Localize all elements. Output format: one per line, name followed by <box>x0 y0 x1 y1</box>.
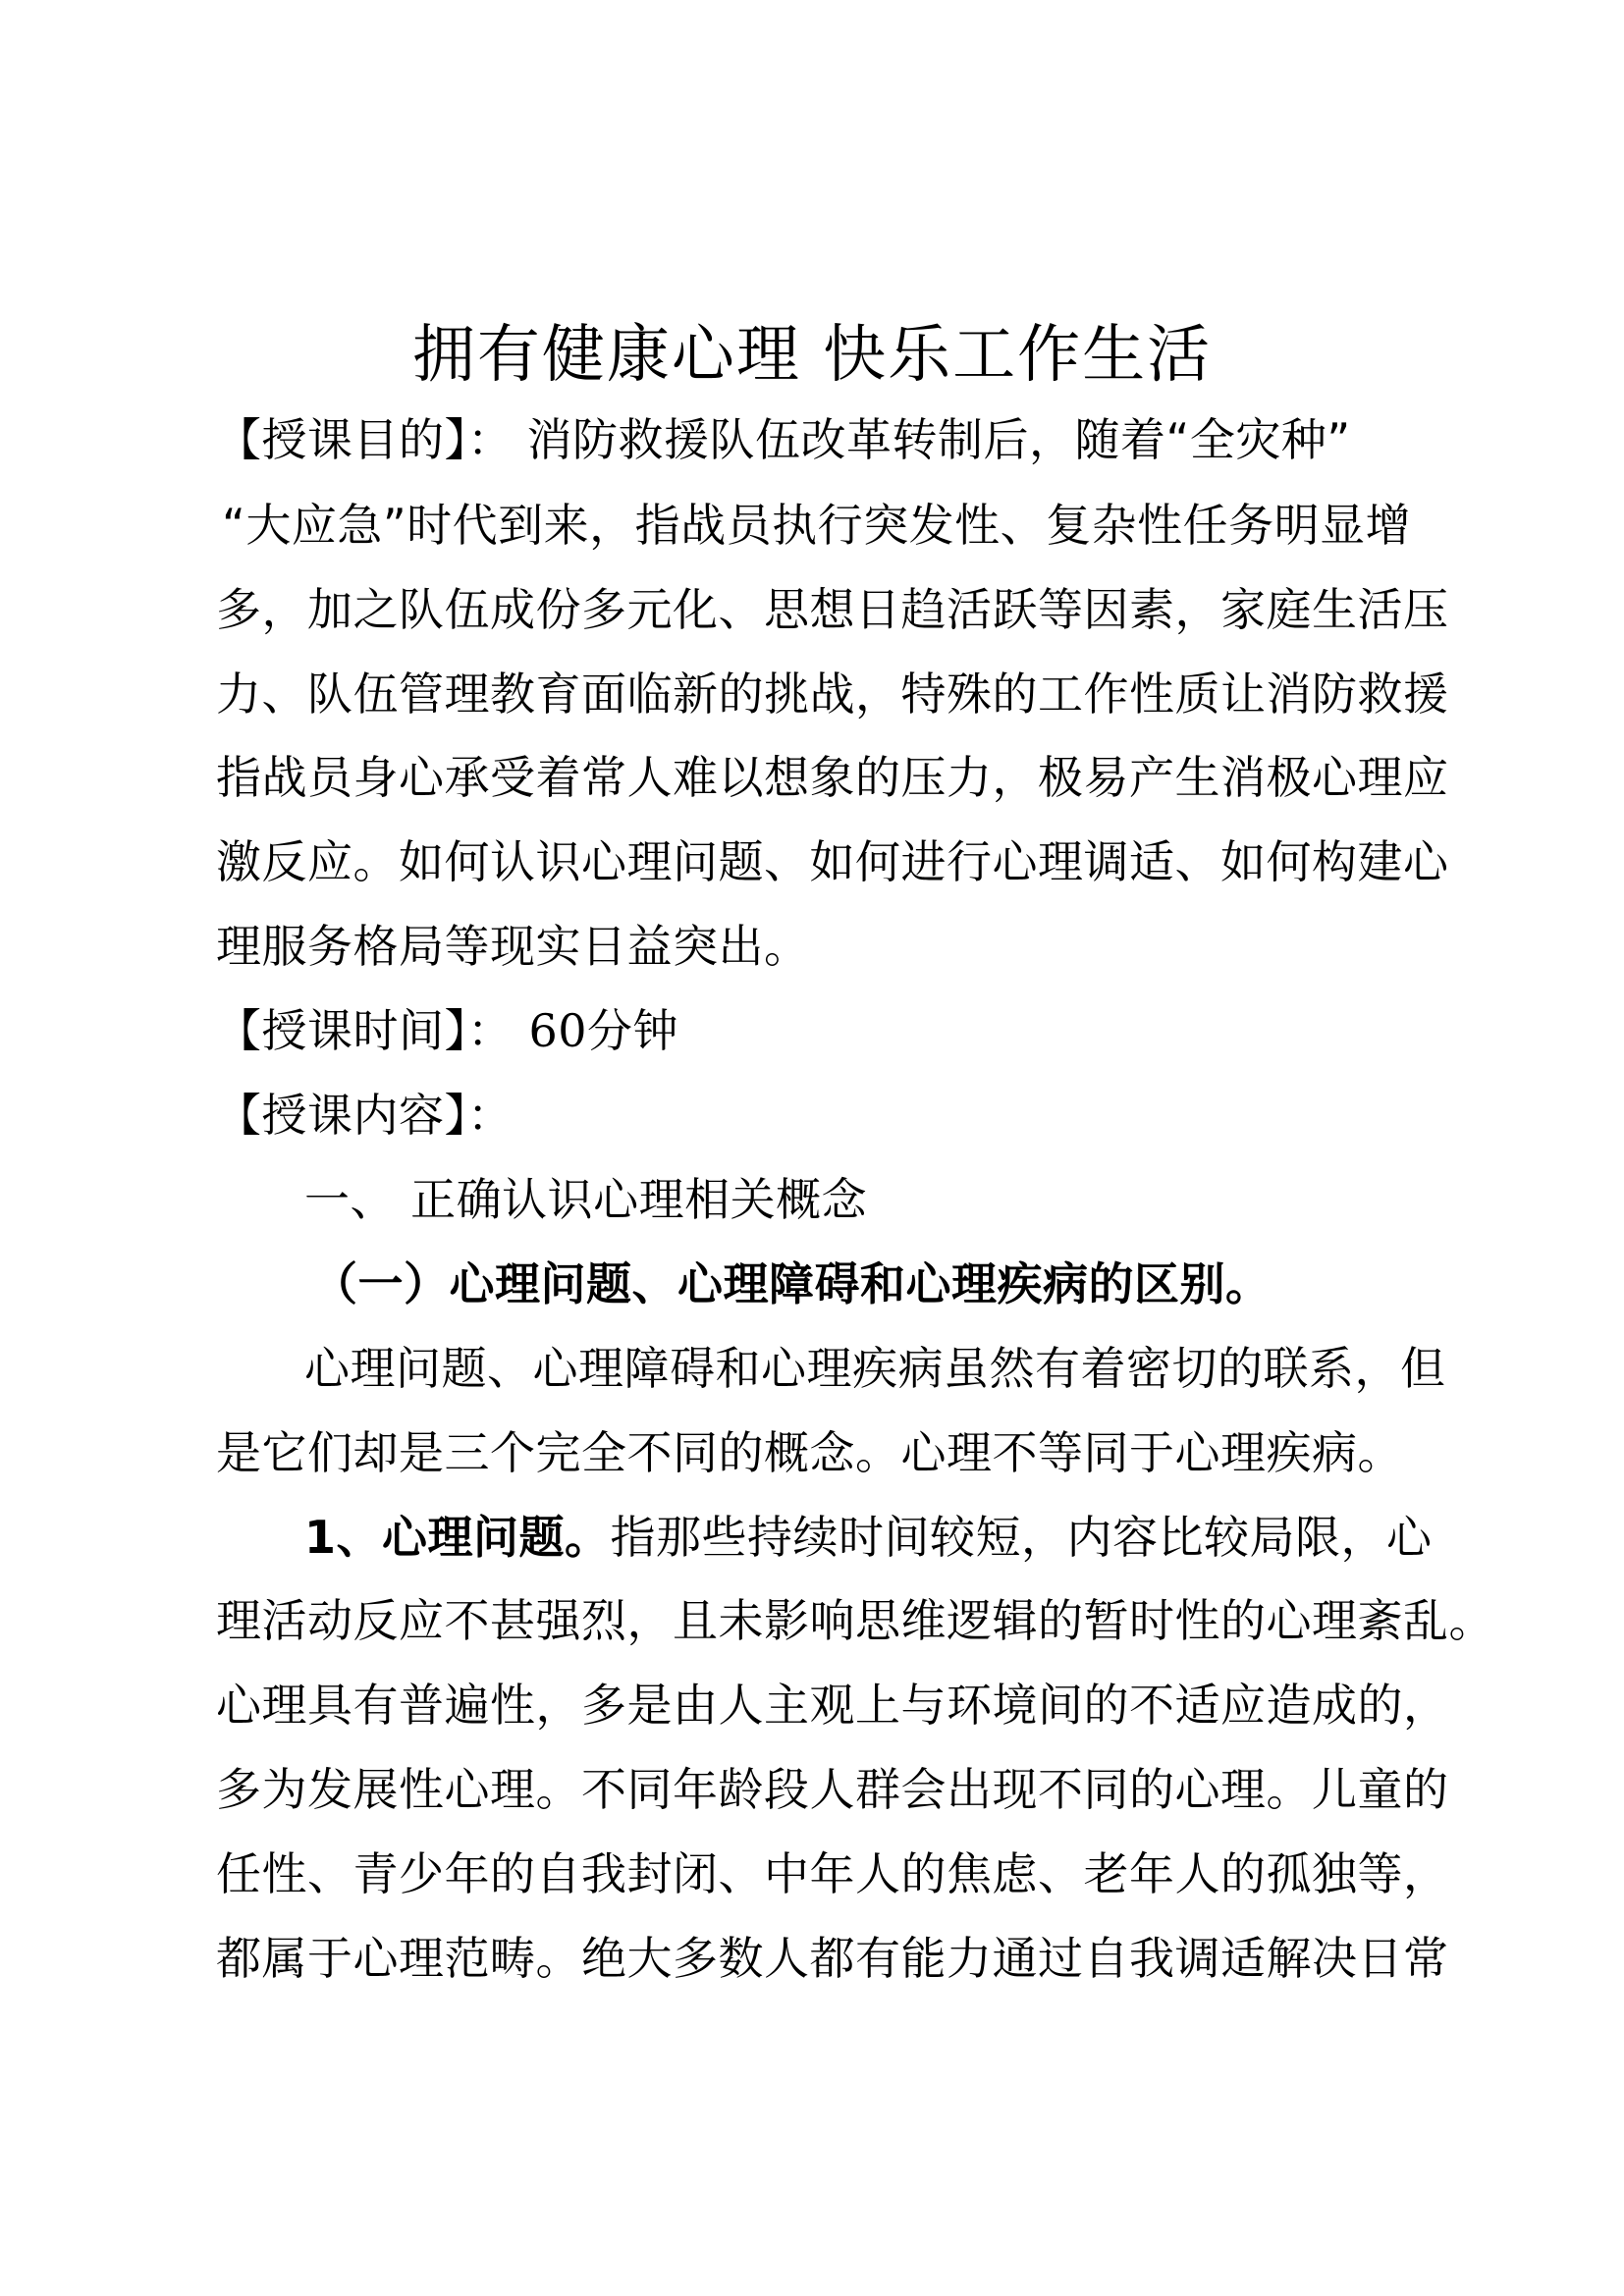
purpose-line-3: 多，加之队伍成份多元化、思想日趋活跃等因素，家庭生活压 <box>216 583 1449 636</box>
item-1-first-line <box>304 1508 1624 1567</box>
purpose-first-line <box>216 410 1624 469</box>
purpose-line-7: 理服务格局等现实日益突出。 <box>216 920 810 973</box>
purpose-label: 【授课目的】 <box>216 413 467 466</box>
time-separator: ： <box>467 1004 514 1057</box>
purpose-line-2: “大应急”时代到来，指战员执行突发性、复杂性任务明显增 <box>222 499 1412 552</box>
paragraph-1-line-2: 是它们却是三个完全不同的概念。心理不等同于心理疾病。 <box>216 1426 1403 1479</box>
section-1-heading: 一、 正确认识心理相关概念 <box>304 1173 868 1226</box>
time-unit: 分钟 <box>587 1004 679 1057</box>
item-1-line-3: 心理具有普遍性，多是由人主观上与环境间的不适应造成的， <box>216 1679 1449 1732</box>
subsection-1-heading: （一）心理问题、心理障碍和心理疾病的区别。 <box>312 1257 1272 1310</box>
purpose-separator: ： <box>467 413 514 466</box>
purpose-line-1: 消防救援队伍改革转制后，随着“全灾种” <box>526 413 1351 466</box>
item-1-line-2: 理活动反应不甚强烈，且未影响思维逻辑的暂时性的心理紊乱。 <box>216 1594 1494 1647</box>
content-label: 【授课内容】 <box>216 1089 467 1142</box>
purpose-line-5: 指战员身心承受着常人难以想象的压力，极易产生消极心理应 <box>216 751 1449 804</box>
item-1-line-5: 任性、青少年的自我封闭、中年人的焦虑、老年人的孤独等， <box>216 1847 1449 1900</box>
time-value: 60 <box>528 1004 588 1057</box>
time-line <box>216 1001 1624 1060</box>
document-title: 拥有健康心理 快乐工作生活 <box>411 319 1213 392</box>
time-label: 【授课时间】 <box>216 1004 467 1057</box>
item-1-lead: 1、心理问题。 <box>304 1511 611 1564</box>
purpose-line-4: 力、队伍管理教育面临新的挑战，特殊的工作性质让消防救援 <box>216 667 1449 721</box>
paragraph-1-line-1: 心理问题、心理障碍和心理疾病虽然有着密切的联系，但 <box>304 1342 1446 1395</box>
item-1-line-6: 都属于心理范畴。绝大多数人都有能力通过自我调适解决日常 <box>216 1932 1449 1985</box>
content-line <box>216 1086 1624 1145</box>
content-separator: ： <box>467 1089 514 1142</box>
purpose-line-6: 激反应。如何认识心理问题、如何进行心理调适、如何构建心 <box>216 835 1449 888</box>
item-1-first-rest: 指那些持续时间较短，内容比较局限，心 <box>610 1511 1433 1564</box>
item-1-line-4: 多为发展性心理。不同年龄段人群会出现不同的心理。儿童的 <box>216 1763 1449 1816</box>
